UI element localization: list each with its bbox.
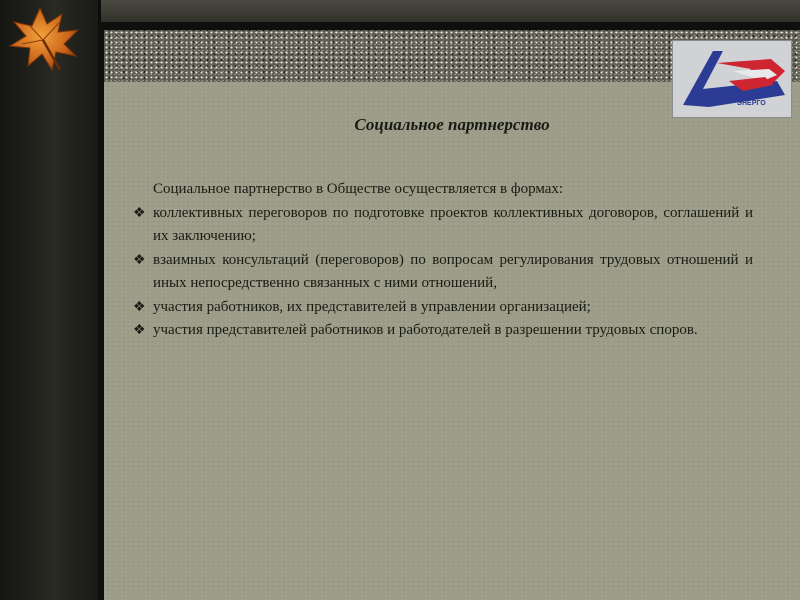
bullet-item [133, 319, 753, 343]
left-sidebar [0, 0, 101, 600]
company-logo [672, 40, 792, 118]
bullet-text: коллективных переговоров по подготовке проектов коллективных договоров, соглашений и их заключению; [153, 204, 753, 244]
bullet-text: участия работников, их представителей в управлении организацией; [153, 298, 591, 315]
svg-text:ЭНЕРГО: ЭНЕРГО [737, 100, 766, 107]
bullet-item [133, 296, 753, 320]
diamond-bullet-icon: ❖ [133, 252, 146, 268]
slide-title: Социальное партнерство [354, 115, 550, 134]
intro-text: Социальное партнерство в Обществе осуществляется в формах: [153, 181, 564, 197]
company-logo-icon [673, 41, 791, 117]
autumn-leaf-icon [0, 0, 96, 76]
slide-content [133, 178, 753, 343]
top-band [0, 0, 800, 22]
bullet-item [133, 249, 753, 296]
diamond-bullet-icon: ❖ [133, 299, 146, 315]
diamond-bullet-icon: ❖ [133, 323, 146, 338]
bullet-text: участия представителей работников и работодателей в разрешении трудовых споров. [153, 322, 698, 338]
bullet-list [133, 202, 753, 343]
diamond-bullet-icon: ❖ [133, 205, 146, 221]
bullet-item [133, 202, 753, 249]
bullet-text: взаимных консультаций (переговоров) по вопросам регулирования трудовых отношений и иных непосредственно связанных с ними отношений, [153, 251, 753, 291]
